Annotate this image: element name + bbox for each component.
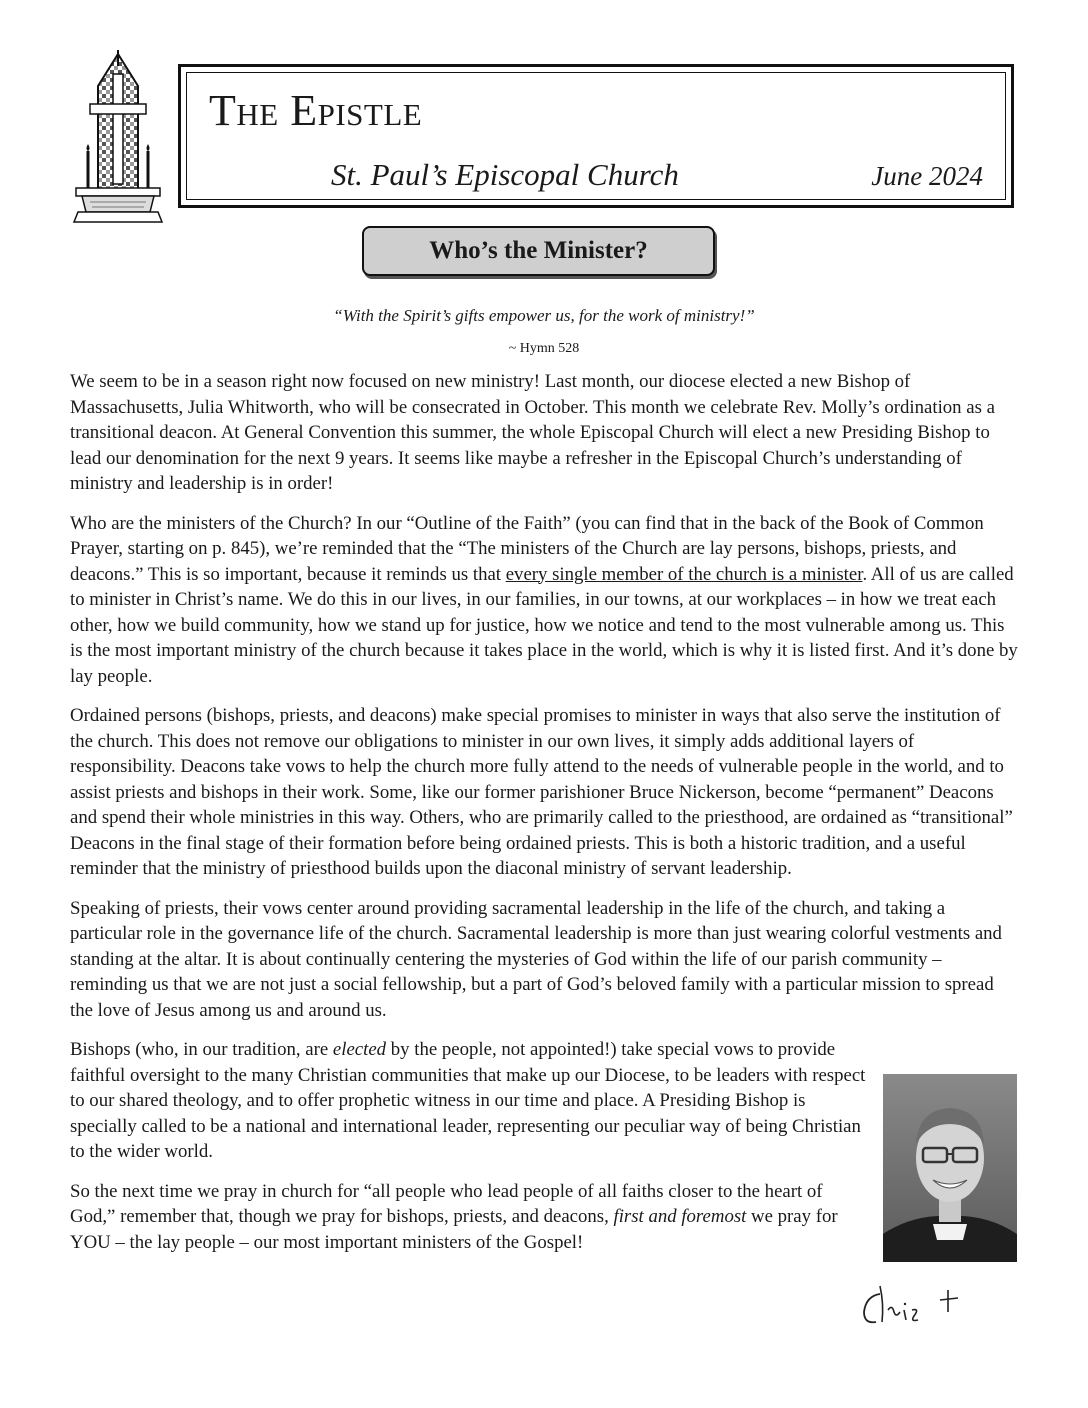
paragraph: Ordained persons (bishops, priests, and deacons) make special promises to minister in ways that also serve the institution of the church. This does not remove our obligations to minister in our own lives, it simply adds additional layers of responsibility. Deacons take vows to help the church more fully attend to the needs of vulnerable people in the world, and to assist priests and bishops in their work. Some, like our former parishioner Bruce Nickerson, become “permanent” Deacons and spend their whole ministries in this way. Others, who are primarily called to the priesthood, are ordained as “transitional” Deacons in the final stage of their formation before being ordained priests. This is both a historic tradition, and a useful reminder that the ministry of priesthood builds upon the diaconal ministry of servant leadership.: [70, 705, 1013, 879]
article-heading: Who’s the Minister?: [362, 226, 715, 276]
church-window-cross-icon: [70, 46, 166, 236]
italic-emphasis: first and foremost: [613, 1206, 747, 1227]
newsletter-title: The Epistle: [209, 86, 423, 135]
text-run: So the next time we pray in church for “all people who lead people of all faiths closer to the heart of God,” remember that, though we pray for bishops, priests, and deacons,: [70, 1180, 823, 1227]
masthead-inner-border: [186, 72, 1006, 200]
text-run: by the people, not appointed!) take special vows to provide faithful oversight to the many Christian communities that make up our Diocese, to be leaders with respect to our shared theology, and to offer prophetic witness in our time and place. A Presiding Bishop is specially called to be a national and international leader, representing our peculiar way of being Christian to the wider world.: [70, 1039, 866, 1162]
text-run: we pray for YOU – the lay people – our most important ministers of the Gospel!: [70, 1206, 838, 1253]
author-portrait: [883, 1074, 1017, 1262]
text-run: . All of us are called to minister in Christ’s name. We do this in our lives, in our families, in our towns, at our workplaces – in how we treat each other, how we build community, how we stand up for justice, how we notice and tend to the most vulnerable among us. This is the most important ministry of the church because it takes place in the world, which is why it is listed first. And it’s done by lay people.: [70, 563, 1018, 687]
epigraph-quote: “With the Spirit’s gifts empower us, for the work of ministry!”: [333, 306, 755, 325]
church-name: St. Paul’s Episcopal Church: [331, 157, 679, 192]
masthead: [178, 64, 1014, 208]
issue-date: June 2024: [871, 161, 983, 191]
underlined-emphasis: every single member of the church is a minister: [505, 563, 863, 585]
italic-emphasis: elected: [332, 1039, 387, 1060]
paragraph: [70, 1179, 870, 1256]
epigraph-source: ~ Hymn 528: [508, 341, 580, 356]
paragraph: Speaking of priests, their vows center around providing sacramental leadership in the life of the church, and taking a particular role in the governance life of the church. Sacramental leadership is more than just wearing colorful vestments and standing at the altar. It is about continually centering the mysteries of God within the life of our parish community – reminding us that we are not just a social fellowship, but a part of God’s beloved family with a particular mission to spread the love of Jesus among us and around us.: [70, 897, 1002, 1021]
text-run: Bishops (who, in our tradition, are: [70, 1039, 333, 1060]
paragraph: [70, 1037, 870, 1165]
text-run: Who are the ministers of the Church? In our “Outline of the Faith” (you can find that in the back of the Book of Common Prayer, starting on p. 845), we’re reminded that the “The ministers of the Church are lay persons, bishops, priests, and deacons.” This is so important, because it reminds us that: [70, 512, 984, 585]
paragraph: [70, 511, 1020, 690]
paragraph: We seem to be in a season right now focused on new ministry! Last month, our diocese elected a new Bishop of Massachusetts, Julia Whitworth, who will be consecrated in October. This month we celebrate Rev. Molly’s ordination as a transitional deacon. At General Convention this summer, the whole Episcopal Church will elect a new Presiding Bishop to lead our denomination for the next 9 years. It seems like maybe a refresher in the Episcopal Church’s understanding of ministry and leadership is in order!: [70, 371, 995, 494]
article-body: [70, 369, 1020, 1269]
author-signature: [858, 1282, 978, 1330]
